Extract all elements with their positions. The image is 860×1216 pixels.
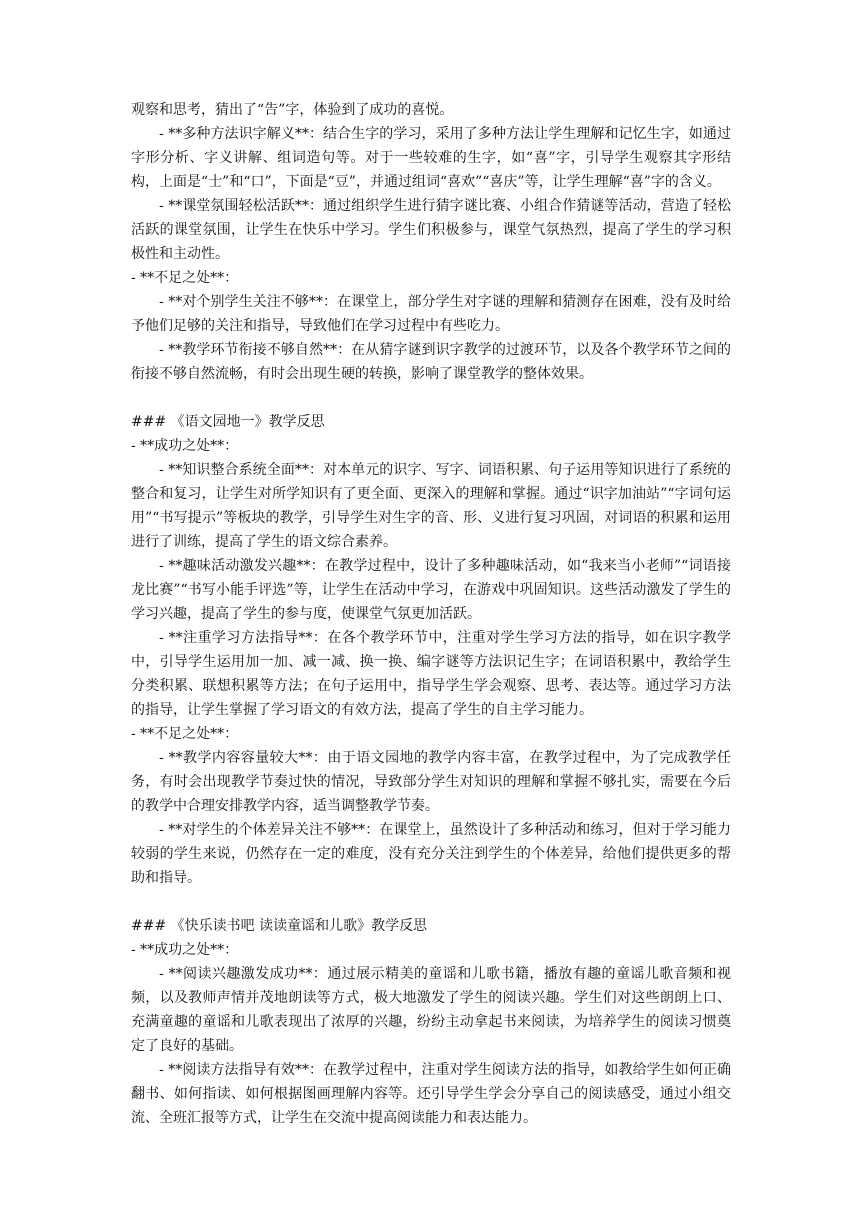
- paragraph-transition: - **教学环节衔接不够自然**：在从猜字谜到识字教学的过渡环节，以及各个教学环节之间的衔接不够自然流畅，有时会出现生硬的转换，影响了课堂教学的整体效果。: [131, 342, 731, 382]
- success-heading: - **成功之处**：: [131, 942, 239, 958]
- shortcoming-heading: - **不足之处**：: [131, 726, 239, 742]
- paragraph-reading-methods: - **阅读方法指导有效**：在教学过程中，注重对学生阅读方法的指导，如教给学生如何正确翻书、如何指读、如何根据图画理解内容等。还引导学生学会分享自己的阅读感受，通过小组交流、全班汇报等方式，让学生在交流中提高阅读能力和表达能力。: [131, 1062, 731, 1126]
- paragraph-multiple-methods: - **多种方法识字解义**：结合生字的学习，采用了多种方法让学生理解和记忆生字，如通过字形分析、字义讲解、组词造句等。对于一些较难的生字，如“喜”字，引导学生观察其字形结构，上面是“士”和“口”，下面是“豆”，并通过组词“喜欢”“喜庆”等，让学生理解“喜”字的含义。: [131, 126, 731, 190]
- paragraph-class-atmosphere: - **课堂氛围轻松活跃**：通过组织学生进行猜字谜比赛、小组合作猜谜等活动，营造了轻松活跃的课堂氛围，让学生在快乐中学习。学生们积极参与，课堂气氛热烈，提高了学生的学习积极性和主动性。: [131, 198, 731, 262]
- section-heading-happy-reading: ### 《快乐读书吧 读读童谣和儿歌》教学反思: [131, 918, 428, 934]
- paragraph-fun-activities: - **趣味活动激发兴趣**：在教学过程中，设计了多种趣味活动，如“我来当小老师”“词语接龙比赛”“书写小能手评选”等，让学生在活动中学习，在游戏中巩固知识。这些活动激发了学生的学习兴趣，提高了学生的参与度，使课堂气氛更加活跃。: [131, 558, 731, 622]
- paragraph-individual-differences: - **对学生的个体差异关注不够**：在课堂上，虽然设计了多种活动和练习，但对于学习能力较弱的学生来说，仍然存在一定的难度，没有充分关注到学生的个体差异，给他们提供更多的帮助和指导。: [131, 822, 731, 886]
- section-spacer: [131, 386, 731, 410]
- section-heading-yuwen-yuandi: ### 《语文园地一》教学反思: [131, 414, 325, 430]
- paragraph-content-volume: - **教学内容容量较大**：由于语文园地的教学内容丰富，在教学过程中，为了完成教学任务，有时会出现教学节奏过快的情况，导致部分学生对知识的理解和掌握不够扎实，需要在今后的教学中合理安排教学内容，适当调整教学节奏。: [131, 750, 731, 814]
- section-spacer: [131, 890, 731, 914]
- paragraph-continuation: 观察和思考，猜出了“告”字，体验到了成功的喜悦。: [131, 102, 454, 118]
- paragraph-individual-attention: - **对个别学生关注不够**：在课堂上，部分学生对字谜的理解和猜测存在困难，没有及时给予他们足够的关注和指导，导致他们在学习过程中有些吃力。: [131, 294, 731, 334]
- shortcoming-heading: - **不足之处**：: [131, 270, 239, 286]
- success-heading: - **成功之处**：: [131, 438, 239, 454]
- paragraph-reading-interest: - **阅读兴趣激发成功**：通过展示精美的童谣和儿歌书籍，播放有趣的童谣儿歌音频和视频，以及教师声情并茂地朗读等方式，极大地激发了学生的阅读兴趣。学生们对这些朗朗上口、充满童趣的童谣和儿歌表现出了浓厚的兴趣，纷纷主动拿起书来阅读，为培养学生的阅读习惯奠定了良好的基础。: [131, 966, 731, 1054]
- document-body: [131, 98, 731, 1130]
- paragraph-knowledge-integration: - **知识整合系统全面**：对本单元的识字、写字、词语积累、句子运用等知识进行了系统的整合和复习，让学生对所学知识有了更全面、更深入的理解和掌握。通过“识字加油站”“字词句运用”“书写提示”等板块的教学，引导学生对生字的音、形、义进行复习巩固，对词语的积累和运用进行了训练，提高了学生的语文综合素养。: [131, 462, 731, 550]
- paragraph-learning-methods: - **注重学习方法指导**：在各个教学环节中，注重对学生学习方法的指导，如在识字教学中，引导学生运用加一加、减一减、换一换、编字谜等方法识记生字；在词语积累中，教给学生分类积累、联想积累等方法；在句子运用中，指导学生学会观察、思考、表达等。通过学习方法的指导，让学生掌握了学习语文的有效方法，提高了学生的自主学习能力。: [131, 630, 731, 718]
